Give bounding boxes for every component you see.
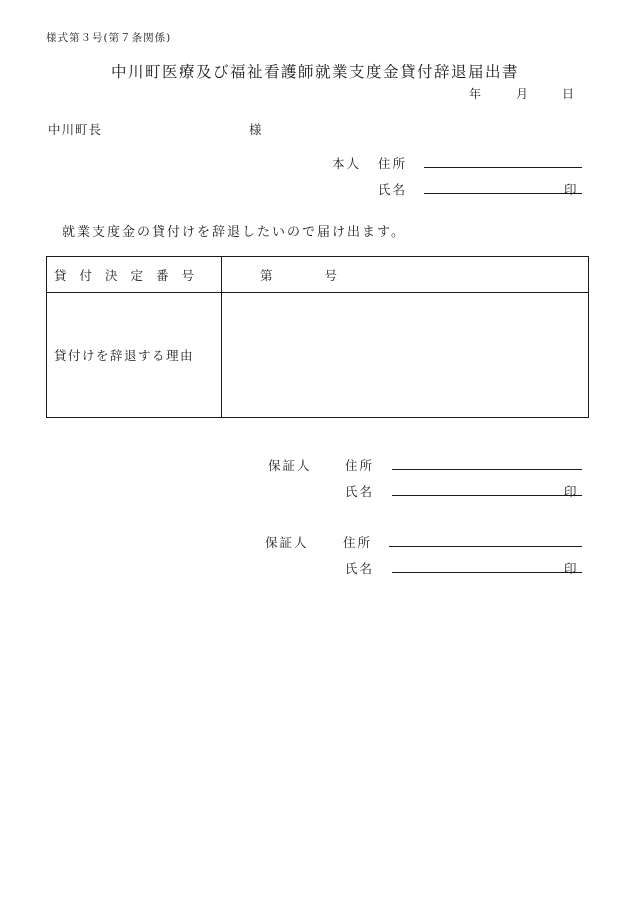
loan-number-cell[interactable] (222, 257, 589, 293)
guarantor-1-name-label: 氏名 (345, 484, 375, 499)
guarantor-2-name-field[interactable] (392, 572, 582, 573)
applicant-name-field[interactable] (424, 193, 582, 194)
number-prefix: 第 (260, 267, 273, 283)
guarantor-2-address-field[interactable] (389, 546, 582, 547)
loan-number-label: 貸付決定番号 (47, 257, 222, 293)
applicant-address-label: 住所 (378, 156, 408, 171)
applicant-name-label: 氏名 (378, 182, 408, 197)
applicant-self-label: 本人 (332, 156, 362, 171)
declaration-text: 就業支度金の貸付けを辞退したいので届け出ます。 (62, 225, 406, 240)
guarantor-2-seal-mark: 印 (564, 561, 577, 576)
guarantor-2-address-label: 住所 (343, 535, 373, 550)
applicant-seal-mark: 印 (564, 182, 577, 197)
guarantor-1-address-label: 住所 (345, 458, 375, 473)
guarantor-2-name-label: 氏名 (345, 561, 375, 576)
guarantor-1-label: 保証人 (268, 458, 312, 473)
number-suffix: 号 (324, 267, 338, 283)
loan-info-table (46, 256, 589, 418)
date-month-label: 月 (516, 87, 529, 101)
honorific: 様 (249, 122, 262, 137)
applicant-address-field[interactable] (424, 167, 582, 168)
document-title: 中川町医療及び福祉看護師就業支度金貸付辞退届出書 (110, 63, 519, 81)
guarantor-1-name-field[interactable] (392, 495, 582, 496)
reason-cell[interactable] (222, 293, 589, 418)
date-day-label: 日 (562, 87, 575, 101)
guarantor-1-seal-mark: 印 (564, 484, 577, 499)
reason-label: 貸付けを辞退する理由 (47, 293, 222, 418)
guarantor-1-address-field[interactable] (392, 469, 582, 470)
form-number: 様式第３号(第７条関係) (46, 32, 172, 44)
date-year-label: 年 (469, 87, 482, 101)
guarantor-2-label: 保証人 (265, 535, 309, 550)
addressee: 中川町長 (48, 122, 103, 137)
